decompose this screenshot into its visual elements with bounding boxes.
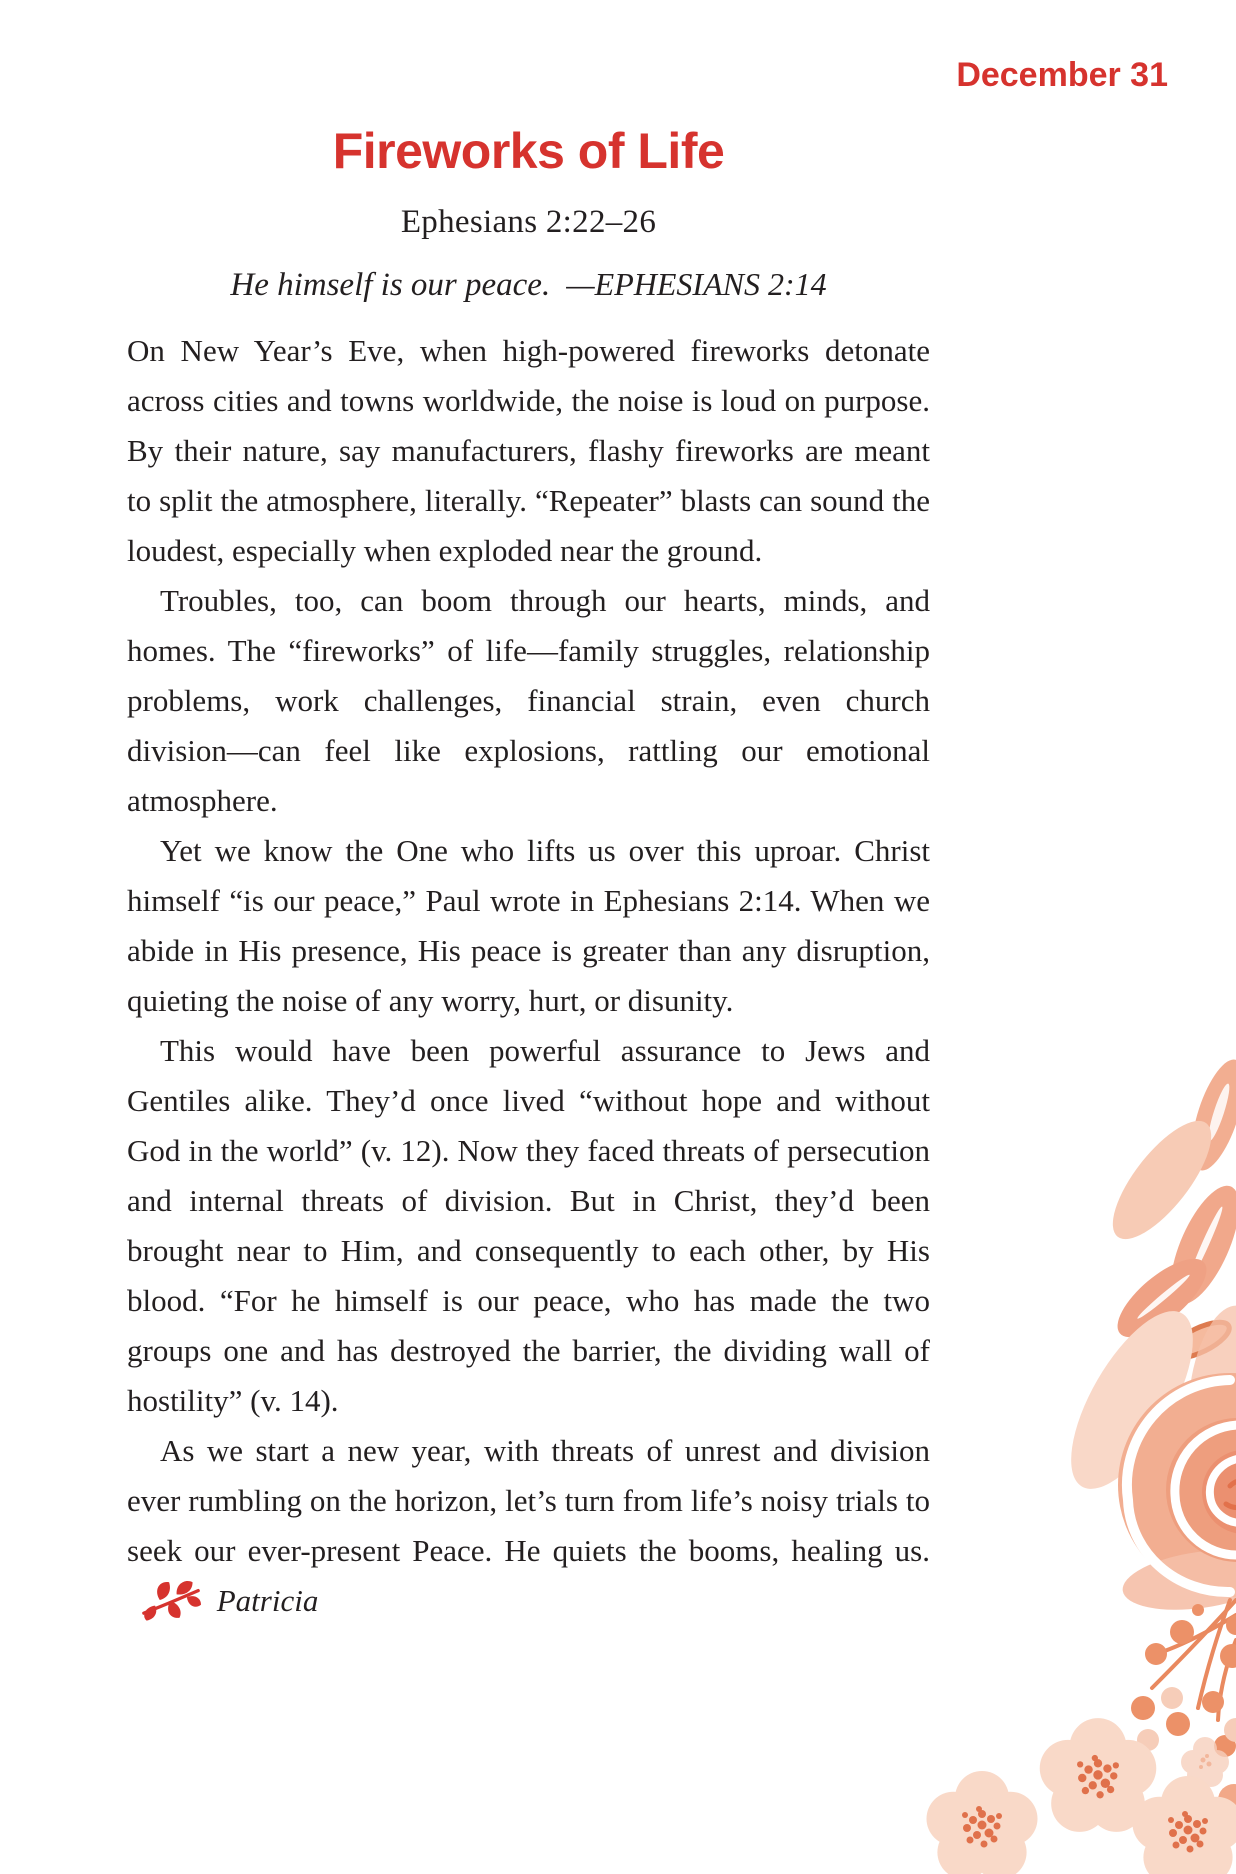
paragraph (127, 1026, 930, 1426)
berry-sprig (1131, 1600, 1236, 1757)
paragraph (127, 576, 930, 826)
key-verse (127, 266, 930, 304)
date-label: December 31 (956, 56, 1168, 94)
floral-decoration (900, 1040, 1236, 1874)
blossom (1040, 1718, 1157, 1832)
paragraph-text: On New Year’s Eve, when high-powered fireworks detonate across cities and towns worldwide, the noise is loud on purpose. By their nature, say manufacturers, flashy fireworks are meant to split the atmosphere, literally. “Repeater” blasts can sound the loudest, especially when exploded near the ground. (127, 333, 930, 568)
blossom (927, 1771, 1038, 1874)
watercolor-rose (1118, 1373, 1236, 1619)
paragraph-text: Yet we know the One who lifts us over this uproar. Christ himself “is our peace,” Paul wrote in Ephesians 2:14. When we abide in His presence, His peace is greater than any disruption, quieting the noise of any worry, hurt, or disunity. (127, 833, 930, 1018)
faint-blossom (1181, 1737, 1229, 1787)
author-name: Patricia (216, 1583, 319, 1618)
scripture-passage: Ephesians 2:22–26 (400, 204, 657, 240)
paragraph-text: This would have been powerful assurance to Jews and Gentiles alike. They’d once lived “without hope and without God in the world” (v. 12). Now they faced threats of persecution and internal threats of division. But in Christ, they’d been brought near to Him, and consequently to each other, by His blood. “For he himself is our peace, who has made the two groups one and has destroyed the barrier, the dividing wall of hostility” (v. 14). (127, 1033, 930, 1418)
devotional-body (127, 326, 930, 1626)
blossom (1133, 1776, 1236, 1874)
verse-text: He himself is our peace. (230, 267, 551, 303)
paragraph (127, 326, 930, 576)
paragraph (127, 826, 930, 1026)
verse-reference: —EPHESIANS 2:14 (566, 266, 827, 302)
paragraph (127, 1426, 930, 1626)
paragraph-text: Troubles, too, can boom through our hearts, minds, and homes. The “fireworks” of life—family struggles, relationship problems, work challenges, financial strain, even church division—can feel like explosions, rattling our emotional atmosphere. (127, 583, 930, 818)
page-title: Fireworks of Life (332, 123, 725, 179)
paragraph-text: As we start a new year, with threats of unrest and division ever rumbling on the horizon, let’s turn from life’s noisy trials to seek our ever-present Peace. He quiets the booms, healing us. (127, 1433, 930, 1568)
edge-petal (1218, 1784, 1236, 1816)
leaf-sprig-icon (141, 1578, 201, 1622)
watercolor-leaves (1047, 1054, 1236, 1507)
